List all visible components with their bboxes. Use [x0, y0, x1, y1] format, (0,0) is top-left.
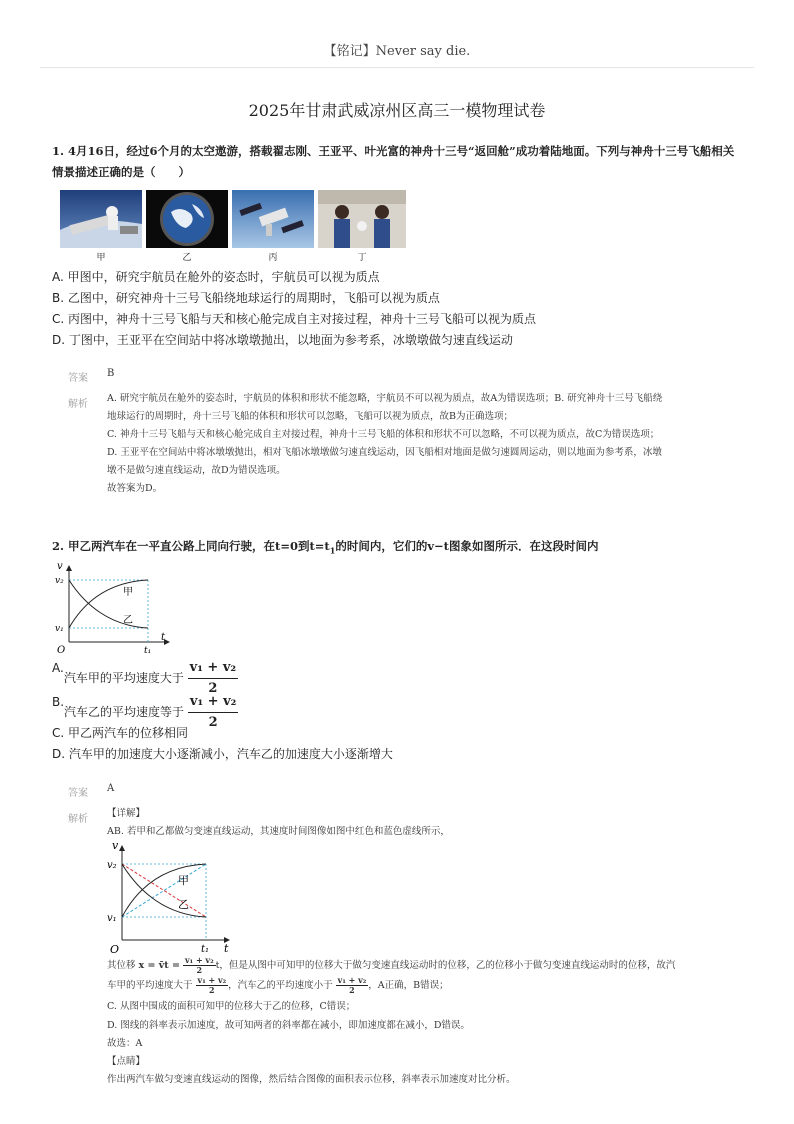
q2-answer-label: 答案: [68, 788, 88, 799]
q2-option-c: C. 甲乙两汽车的位移相同: [52, 726, 189, 740]
q1-option-c: C. 丙图中，神舟十三号飞船与天和核心舱完成自主对接过程，神舟十三号飞船可以视为质点: [52, 312, 537, 326]
graph-origin-label: O: [57, 645, 66, 655]
fraction-denominator: 2: [208, 715, 218, 730]
q1-analysis-label: 解析: [68, 399, 88, 410]
spacewalk-image: [60, 190, 142, 248]
q2-stem-pre: 2. 甲乙两汽车在一平直公路上同向行驶，在t=0到t=t: [52, 539, 330, 553]
q1-answer: B: [107, 368, 115, 379]
q2-option-b-text: 汽车乙的平均速度等于: [64, 705, 185, 719]
q1-photos: [60, 190, 406, 263]
photo-yi: [146, 190, 228, 263]
q1-answer-label: 答案: [68, 373, 88, 384]
caption-bing: 丙: [268, 253, 278, 263]
fraction-denominator: 2: [196, 965, 203, 975]
q1-analysis-line: 墩不是做匀速直线运动，故D为错误选项。: [107, 465, 286, 476]
q2-option-b-letter: B.: [52, 695, 65, 709]
header-divider: [40, 67, 754, 68]
photo-bing: [232, 190, 314, 263]
analysis-curve-yi-label: 乙: [178, 898, 189, 911]
analysis-graph-v1-label: v₁: [107, 913, 117, 924]
docking-image: [232, 190, 314, 248]
analysis-graph-t-label: t: [224, 942, 229, 955]
graph-v-axis-label: v: [57, 561, 63, 572]
fraction-numerator: v₁ + v₂: [188, 692, 238, 713]
graph-v2-label: v₂: [55, 576, 64, 586]
fraction-denominator: 2: [209, 985, 215, 995]
q2-option-b-fraction: [188, 692, 238, 733]
analysis-graph-t1-label: t₁: [201, 944, 210, 955]
fraction-numerator: v₁ + v₂: [337, 975, 367, 985]
q1-analysis-line: 地球运行的周期时，舟十三号飞船的体积和形状可以忽略，飞船可以视为质点，故B为正确选项；: [107, 411, 513, 422]
astronaut-image: [318, 190, 406, 248]
q2-analysis-d: D. 图线的斜率表示加速度，故可知两者的斜率都在减小，即加速度都在减小，D错误。: [107, 1020, 470, 1031]
average-fraction-2: [336, 976, 369, 995]
fraction-denominator: 2: [349, 985, 355, 995]
q2-analysis-c: C. 从图中围成的面积可知甲的位移大于乙的位移，C错误；: [107, 1001, 356, 1012]
displacement-text-a: 其位移: [107, 960, 136, 971]
q1-analysis-line: A. 研究宇航员在舱外的姿态时，宇航员的体积和形状不能忽略，宇航员不可以视为质点，故A为错误选项；B. 研究神舟十三号飞船绕: [107, 393, 663, 404]
photo-ding: [318, 190, 406, 263]
q1-stem: 1. 4月16日，经过6个月的太空遨游，搭载翟志刚、王亚平、叶光富的神舟十三号“返回舱”成功着陆地面。下列与神舟十三号飞船相关情景描述正确的是（ ）: [52, 144, 735, 179]
q2-option-a-text: 汽车甲的平均速度大于: [63, 671, 184, 685]
q2-option-a-letter: A.: [52, 661, 64, 675]
q2-analysis-displacement: [107, 956, 727, 975]
fraction-numerator: v₁ + v₂: [197, 975, 227, 985]
q1-option-a: A. 甲图中，研究宇航员在舱外的姿态时，宇航员可以视为质点: [52, 270, 380, 284]
q2-analysis-average: [107, 976, 727, 995]
q1-analysis: [107, 390, 727, 498]
graph-t-axis-label: t: [161, 632, 166, 643]
analysis-graph-v2-label: v₂: [107, 860, 117, 871]
q2-answer: A: [107, 783, 115, 794]
displacement-text-b: t，但是从图中可知甲的位移大于做匀变速直线运动时的位移，乙的位移小于做匀变速直线运动时的位移，故汽: [215, 960, 676, 971]
q2-detail-title: 【详解】: [107, 808, 146, 819]
analysis-graph-origin-label: O: [110, 943, 120, 955]
graph-v1-label: v₁: [55, 624, 64, 634]
q1-option-b: B. 乙图中，研究神舟十三号飞船绕地球运行的周期时，飞船可以视为质点: [52, 291, 440, 305]
displacement-formula: x = v̄t =: [138, 960, 180, 971]
average-text-a: 车甲的平均速度大于: [107, 980, 193, 991]
q2-analysis-choice: 故选：A: [107, 1038, 143, 1049]
exam-title: 2025年甘肃武威凉州区高三一模物理试卷: [248, 101, 546, 120]
q2-stem-post: 的时间内，它们的v−t图象如图所示．在这段时间内: [335, 539, 599, 553]
graph-t1-label: t₁: [144, 646, 152, 655]
analysis-curve-jia-label: 甲: [178, 874, 189, 887]
graph-curve-jia-label: 甲: [123, 587, 133, 598]
q2-vt-graph: [55, 560, 175, 655]
q1-option-d: D. 丁图中，王亚平在空间站中将冰墩墩抛出，以地面为参考系，冰墩墩做匀速直线运动: [52, 333, 513, 347]
q1-analysis-line: 故答案为D。: [107, 483, 163, 494]
q1-analysis-line: D. 王亚平在空间站中将冰墩墩抛出，相对飞船冰墩墩做匀速直线运动，因飞船相对地面是做匀速圆周运动，则以地面为参考系，冰墩: [107, 447, 662, 458]
fraction-denominator: 2: [208, 681, 218, 696]
q2-analysis-graph: [104, 840, 234, 955]
page-header-motto: 【铭记】Never say die.: [323, 44, 471, 59]
average-fraction-1: [196, 976, 229, 995]
q2-analysis-label: 解析: [68, 814, 88, 825]
average-text-b: ，汽车乙的平均速度小于: [228, 980, 333, 991]
q2-comment: 作出两汽车做匀变速直线运动的图像，然后结合图像的面积表示位移，斜率表示加速度对比分析。: [107, 1074, 516, 1085]
fraction-numerator: v₁ + v₂: [188, 658, 238, 679]
photo-jia: [60, 190, 142, 263]
average-text-c: ，A正确，B错误；: [368, 980, 449, 991]
earth-image: [146, 190, 228, 248]
graph-curve-yi-label: 乙: [123, 615, 133, 626]
fraction-numerator: v₁ + v₂: [185, 955, 214, 965]
displacement-fraction: [183, 956, 216, 975]
q2-stem: [52, 536, 742, 561]
q2-stem-sub: 1: [329, 545, 336, 556]
q2-comment-title: 【点睛】: [107, 1056, 146, 1067]
q2-analysis-ab: AB. 若甲和乙都做匀变速直线运动，其速度时间图像如图中红色和蓝色虚线所示，: [107, 826, 450, 837]
q2-option-d: D. 汽车甲的加速度大小逐渐减小，汽车乙的加速度大小逐渐增大: [52, 747, 393, 761]
q1-analysis-line: C. 神舟十三号飞船与天和核心舱完成自主对接过程，神舟十三号飞船的体积和形状不可以忽略，不可以视为质点，故C为错误选项；: [107, 429, 660, 440]
caption-ding: 丁: [357, 253, 367, 263]
caption-yi: 乙: [182, 253, 192, 263]
analysis-graph-v-label: v: [112, 840, 119, 852]
caption-jia: 甲: [96, 253, 106, 263]
